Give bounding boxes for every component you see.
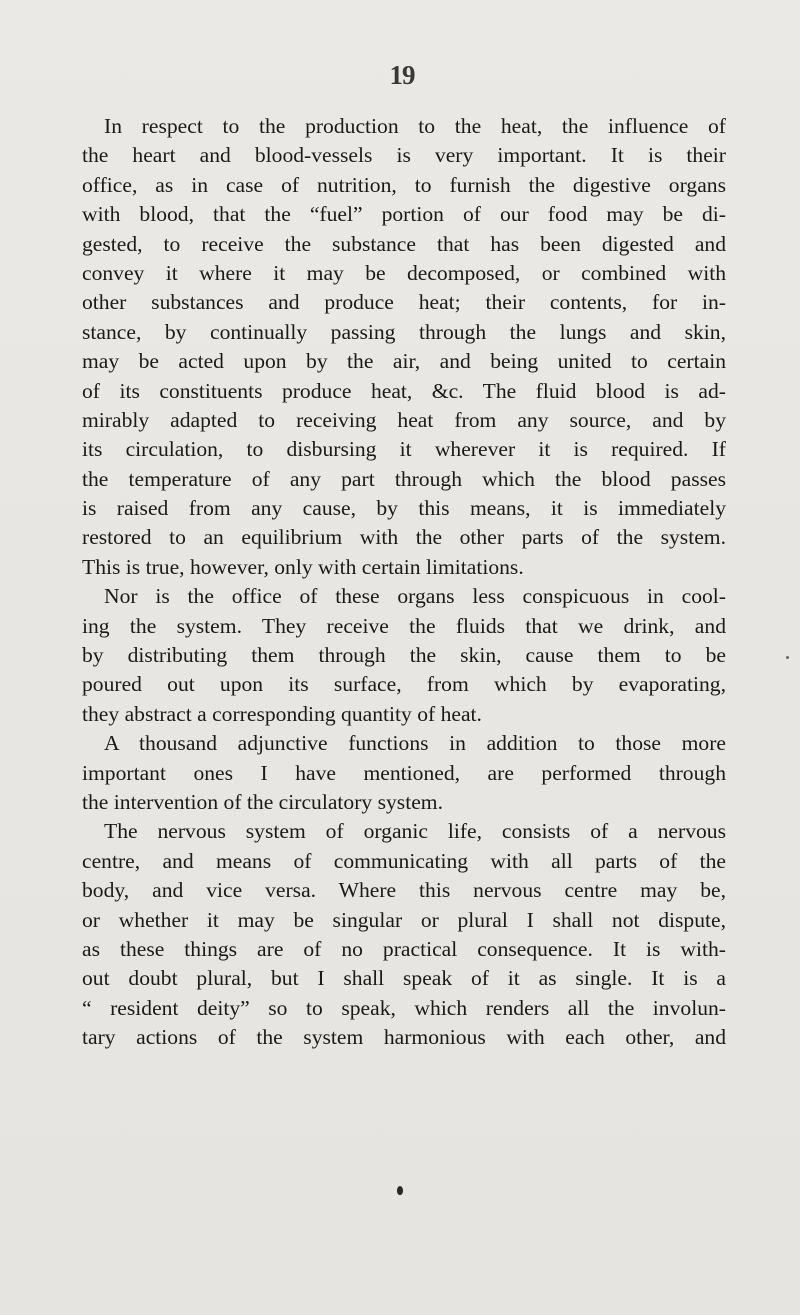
text-line: centre, and means of communicating with all parts of the (82, 848, 726, 873)
page-number: 19 (389, 60, 415, 90)
text-line: important ones I have mentioned, are performed through (82, 760, 726, 785)
text-line: The nervous system of organic life, consists of a nervous (104, 819, 726, 844)
text-line: they abstract a corresponding quantity of heat. (82, 701, 482, 726)
text-line: other substances and produce heat; their contents, for in- (82, 290, 726, 315)
text-line: Nor is the office of these organs less conspicuous in cool- (104, 584, 726, 609)
text-line: the heart and blood-vessels is very important. It is their (82, 143, 726, 168)
text-line: tary actions of the system harmonious with each other, and (82, 1025, 726, 1050)
text-line: out doubt plural, but I shall speak of it as single. It is a (82, 966, 726, 991)
text-line: as these things are of no practical consequence. It is with- (82, 936, 726, 961)
text-line: In respect to the production to the heat, the influence of (104, 114, 726, 138)
text-line: its circulation, to disbursing it wherever it is required. If (82, 437, 726, 462)
text-line: A thousand adjunctive functions in addition to those more (104, 731, 726, 756)
text-line: is raised from any cause, by this means, it is immediately (82, 496, 726, 521)
text-line: stance, by continually passing through the lungs and skin, (82, 319, 726, 344)
text-line: mirably adapted to receiving heat from any source, and by (82, 407, 726, 432)
ink-speck (397, 1186, 403, 1195)
text-line: restored to an equilibrium with the other parts of the system. (82, 525, 726, 550)
text-line: with blood, that the “fuel” portion of our food may be di- (82, 202, 726, 227)
text-line: may be acted upon by the air, and being united to certain (82, 349, 726, 374)
text-line: office, as in case of nutrition, to furnish the digestive organs (82, 172, 726, 197)
body-text (82, 112, 726, 1053)
text-line: the intervention of the circulatory system. (82, 789, 443, 814)
text-line: ing the system. They receive the fluids that we drink, and (82, 613, 726, 638)
text-line: of its constituents produce heat, &c. The fluid blood is ad- (82, 378, 726, 403)
text-line: or whether it may be singular or plural I shall not dispute, (82, 907, 726, 932)
text-line: body, and vice versa. Where this nervous centre may be, (82, 878, 726, 903)
ink-speck (786, 656, 789, 659)
text-line: convey it where it may be decomposed, or combined with (82, 260, 726, 285)
text-line: the temperature of any part through which the blood passes (82, 466, 726, 491)
text-line: “ resident deity” so to speak, which renders all the involun- (82, 995, 726, 1020)
text-line: poured out upon its surface, from which by evaporating, (82, 672, 726, 697)
text-line: This is true, however, only with certain limitations. (82, 554, 524, 579)
text-line: gested, to receive the substance that has been digested and (82, 231, 726, 256)
text-line: by distributing them through the skin, cause them to be (82, 643, 726, 668)
